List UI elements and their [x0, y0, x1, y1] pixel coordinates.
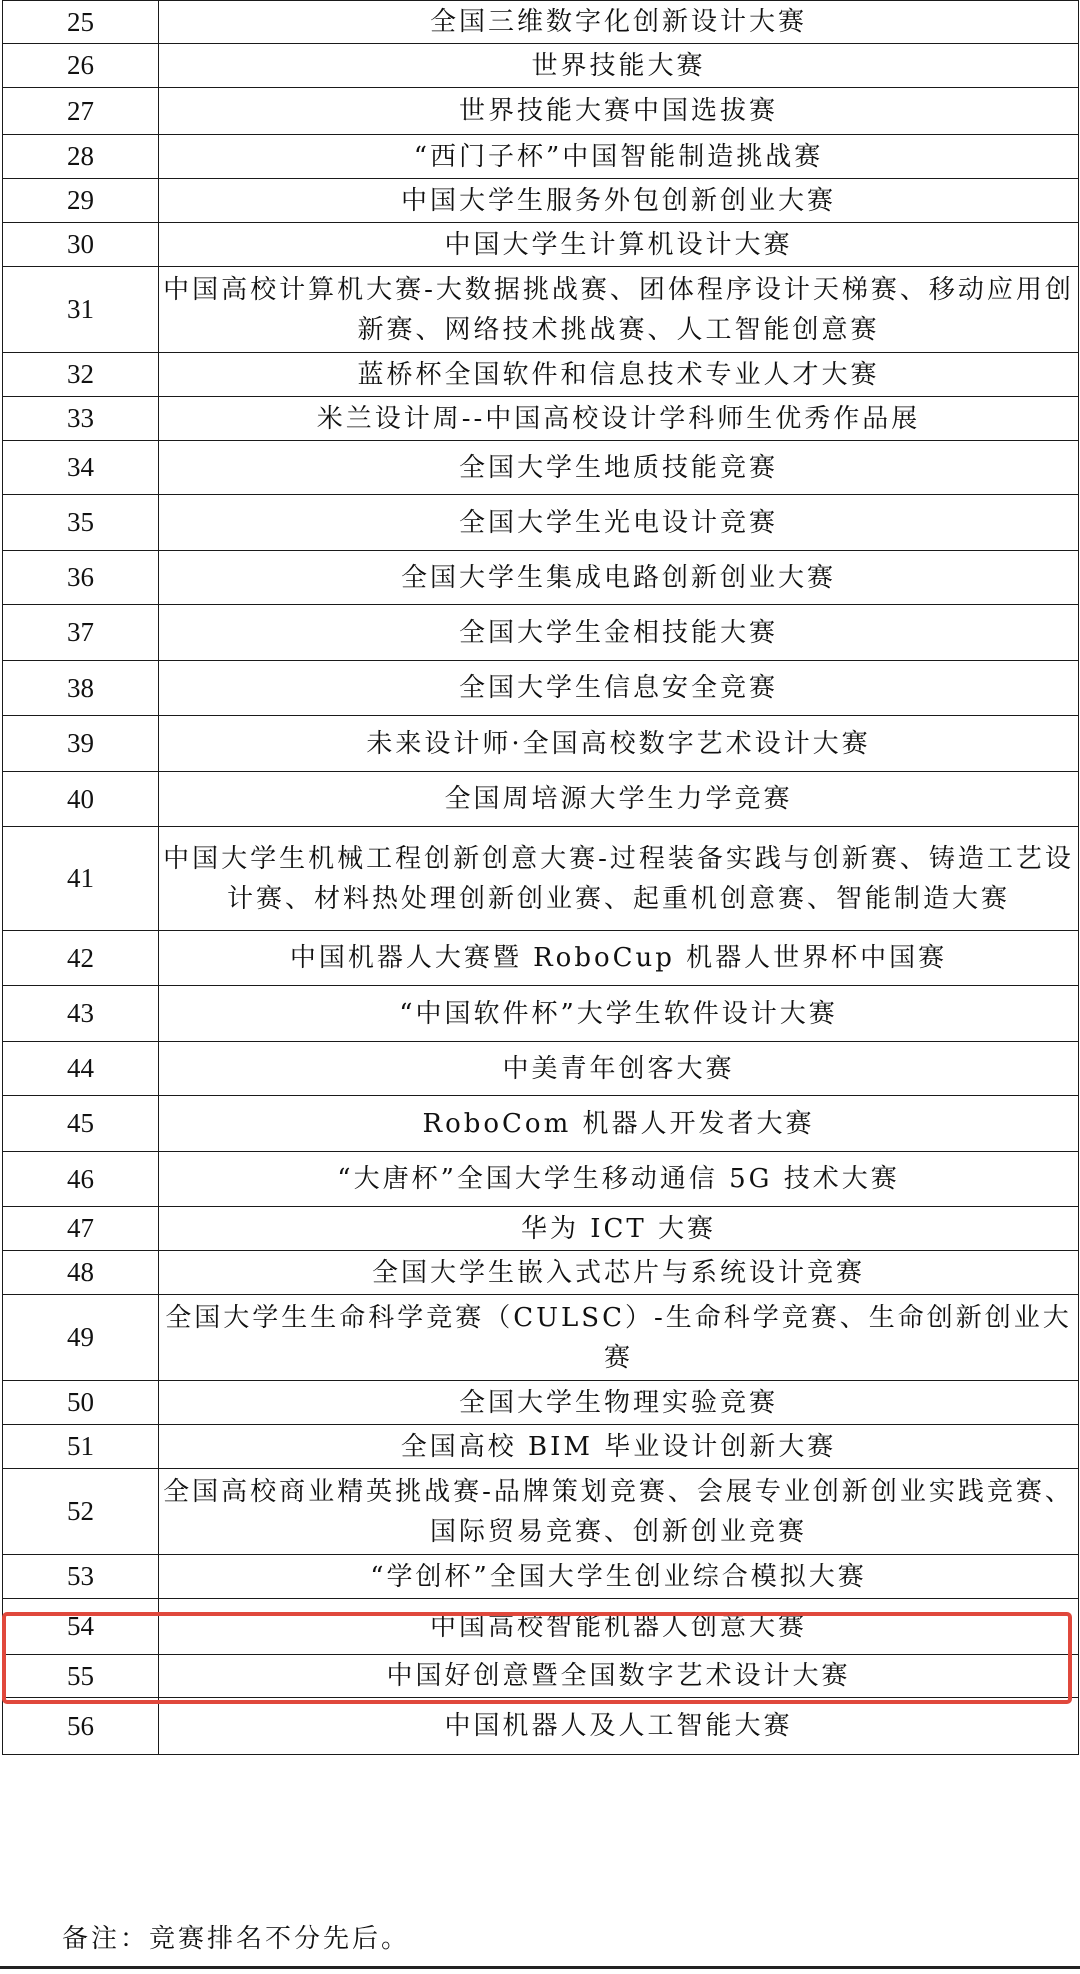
table-row: [3, 179, 1079, 223]
row-number: 42: [3, 931, 159, 986]
table-row: [3, 88, 1079, 135]
row-number: 45: [3, 1096, 159, 1152]
table-row: [3, 716, 1079, 772]
table-row: [3, 397, 1079, 441]
row-number: 34: [3, 441, 159, 495]
table-row: [3, 1152, 1079, 1207]
row-number: 38: [3, 661, 159, 716]
table-row: [3, 223, 1079, 267]
row-number: 46: [3, 1152, 159, 1207]
row-number: 55: [3, 1655, 159, 1698]
table-row: [3, 1207, 1079, 1251]
row-number: 51: [3, 1425, 159, 1469]
competition-name: 中国大学生服务外包创新创业大赛: [159, 179, 1079, 223]
competition-name: 中国好创意暨全国数字艺术设计大赛: [159, 1655, 1079, 1698]
row-number: 54: [3, 1599, 159, 1655]
row-number: 41: [3, 827, 159, 931]
competition-name: “学创杯”全国大学生创业综合模拟大赛: [159, 1555, 1079, 1599]
competition-name: 全国大学生地质技能竞赛: [159, 441, 1079, 495]
table-row: [3, 353, 1079, 397]
table-row: [3, 1042, 1079, 1096]
bottom-divider: [0, 1966, 1080, 1969]
table-row: [3, 267, 1079, 353]
table-row: [3, 135, 1079, 179]
row-number: 44: [3, 1042, 159, 1096]
row-number: 26: [3, 44, 159, 88]
competition-name: 全国大学生金相技能大赛: [159, 605, 1079, 661]
competition-name: 全国三维数字化创新设计大赛: [159, 1, 1079, 44]
row-number: 56: [3, 1698, 159, 1755]
row-number: 48: [3, 1251, 159, 1295]
competition-name: 米兰设计周--中国高校设计学科师生优秀作品展: [159, 397, 1079, 441]
competition-table-body: [3, 1, 1079, 1755]
table-row: [3, 1251, 1079, 1295]
competition-name: 中国机器人及人工智能大赛: [159, 1698, 1079, 1755]
row-number: 29: [3, 179, 159, 223]
competition-name: 全国大学生光电设计竞赛: [159, 495, 1079, 551]
table-row: [3, 986, 1079, 1042]
competition-name: 全国大学生集成电路创新创业大赛: [159, 551, 1079, 605]
competition-name: 蓝桥杯全国软件和信息技术专业人才大赛: [159, 353, 1079, 397]
table-row: [3, 44, 1079, 88]
table-row: [3, 931, 1079, 986]
competition-table: [2, 0, 1079, 1755]
table-row: [3, 827, 1079, 931]
competition-name: 世界技能大赛中国选拔赛: [159, 88, 1079, 135]
table-row: [3, 1469, 1079, 1555]
competition-name: 全国大学生信息安全竞赛: [159, 661, 1079, 716]
row-number: 50: [3, 1381, 159, 1425]
row-number: 35: [3, 495, 159, 551]
row-number: 43: [3, 986, 159, 1042]
row-number: 36: [3, 551, 159, 605]
highlight-box: [2, 1612, 1072, 1704]
competition-name: 中美青年创客大赛: [159, 1042, 1079, 1096]
row-number: 32: [3, 353, 159, 397]
competition-name: 全国大学生生命科学竞赛（CULSC）-生命科学竞赛、生命创新创业大赛: [159, 1295, 1079, 1381]
row-number: 25: [3, 1, 159, 44]
table-row: [3, 1698, 1079, 1755]
table-row: [3, 1381, 1079, 1425]
table-row: [3, 605, 1079, 661]
row-number: 40: [3, 772, 159, 827]
row-number: 49: [3, 1295, 159, 1381]
competition-name: 全国大学生嵌入式芯片与系统设计竞赛: [159, 1251, 1079, 1295]
footnote: 备注：竞赛排名不分先后。: [62, 1924, 411, 1954]
competition-name: 中国高校智能机器人创意大赛: [159, 1599, 1079, 1655]
competition-name: 中国高校计算机大赛-大数据挑战赛、团体程序设计天梯赛、移动应用创新赛、网络技术挑战赛、人工智能创意赛: [159, 267, 1079, 353]
row-number: 33: [3, 397, 159, 441]
row-number: 30: [3, 223, 159, 267]
row-number: 53: [3, 1555, 159, 1599]
competition-name: RoboCom 机器人开发者大赛: [159, 1096, 1079, 1152]
competition-name: 华为 ICT 大赛: [159, 1207, 1079, 1251]
table-row: [3, 495, 1079, 551]
table-row: [3, 441, 1079, 495]
table-row: [3, 772, 1079, 827]
competition-name: 中国大学生机械工程创新创意大赛-过程装备实践与创新赛、铸造工艺设计赛、材料热处理创新创业赛、起重机创意赛、智能制造大赛: [159, 827, 1079, 931]
table-row: [3, 1425, 1079, 1469]
competition-name: 全国高校 BIM 毕业设计创新大赛: [159, 1425, 1079, 1469]
table-row: [3, 1295, 1079, 1381]
competition-name: 全国大学生物理实验竞赛: [159, 1381, 1079, 1425]
row-number: 47: [3, 1207, 159, 1251]
row-number: 39: [3, 716, 159, 772]
row-number: 31: [3, 267, 159, 353]
table-row: [3, 1, 1079, 44]
competition-name: “西门子杯”中国智能制造挑战赛: [159, 135, 1079, 179]
competition-name: 未来设计师·全国高校数字艺术设计大赛: [159, 716, 1079, 772]
competition-name: 中国机器人大赛暨 RoboCup 机器人世界杯中国赛: [159, 931, 1079, 986]
table-row: [3, 1555, 1079, 1599]
competition-name: “大唐杯”全国大学生移动通信 5G 技术大赛: [159, 1152, 1079, 1207]
row-number: 52: [3, 1469, 159, 1555]
competition-name: “中国软件杯”大学生软件设计大赛: [159, 986, 1079, 1042]
table-row: [3, 1096, 1079, 1152]
table-row: [3, 661, 1079, 716]
table-row: [3, 551, 1079, 605]
competition-name: 全国高校商业精英挑战赛-品牌策划竞赛、会展专业创新创业实践竞赛、国际贸易竞赛、创新创业竞赛: [159, 1469, 1079, 1555]
row-number: 37: [3, 605, 159, 661]
competition-name: 全国周培源大学生力学竞赛: [159, 772, 1079, 827]
competition-name: 中国大学生计算机设计大赛: [159, 223, 1079, 267]
competition-name: 世界技能大赛: [159, 44, 1079, 88]
row-number: 28: [3, 135, 159, 179]
row-number: 27: [3, 88, 159, 135]
